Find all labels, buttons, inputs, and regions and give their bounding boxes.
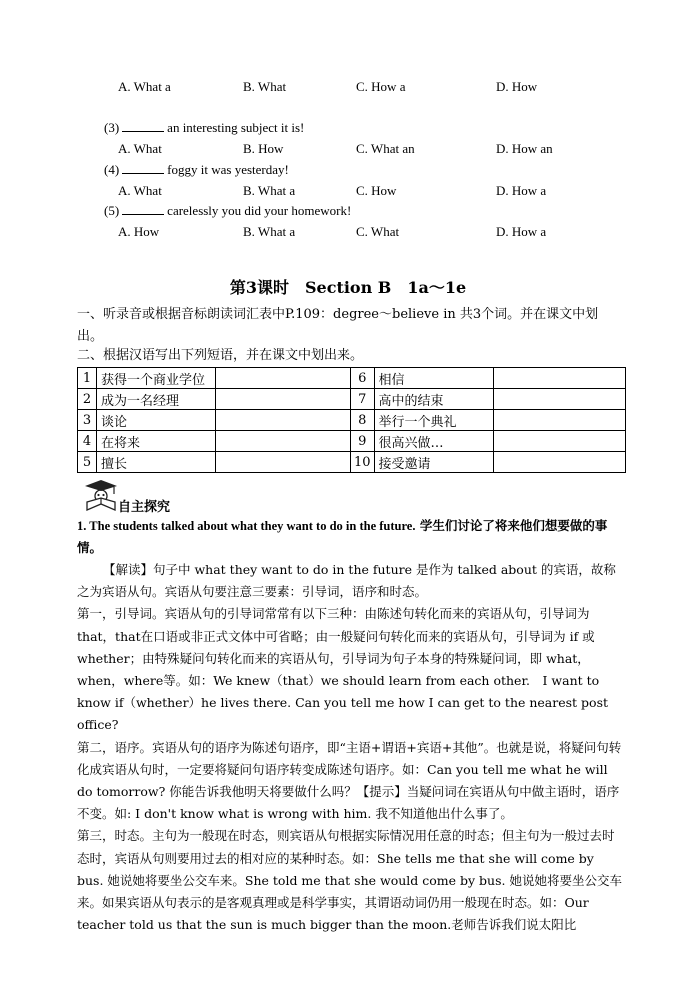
cell-answer[interactable] [216,410,351,431]
paragraph-first: 第一，引导词。宾语从句的引导词常常有以下三种：由陈述句转化而来的宾语从句，引导词为 that，that在口语或非正式文体中可省略；由一般疑问句转化而来的宾语从句，引导词为 if 或 whether；由特殊疑问句转化而来的宾语从句，引导词为句子本身的特殊疑问词，即 what，when，where等。如：We knew（that）we should learn from each other. I want to know if（whether）he lives there. Can you tell me how I can get to the nearest post office? [77,606,609,733]
cell-number: 1 [78,368,97,389]
paragraph-third: 第三，时态。主句为一般现在时态，则宾语从句根据实际情况用任意的时态；但主句为一般过去时态时，宾语从句则要用过去的相对应的某种时态。如：She tells me that she will come by bus. 她说她将要坐公交车来。She told me that she would come by bus. 她说她将要坐公交车来。如果宾语从句表示的是客观真理或是科学事实，其谓语动词仍用一般现在时态。如：Our teacher told us that the sun is much bigger than the moon.老师告诉我们说太阳比 [77,828,622,933]
explore-label: 自主探究 [118,500,171,515]
cell-number: 8 [351,410,375,431]
option-c: C. How a [356,79,406,94]
question-4 [104,162,289,178]
cell-number: 5 [78,452,97,473]
cell-number: 9 [351,431,375,452]
option-c: C. What an [356,141,415,156]
cell-number: 6 [351,368,375,389]
option-d: D. How an [496,141,553,156]
cell-chinese: 擅长 [97,452,216,473]
option-c: C. How [356,183,397,198]
student-reading-icon [83,478,119,516]
option-b: B. How [243,141,284,156]
question-text: carelessly you did your homework! [167,203,352,218]
question-3 [104,120,304,136]
cell-chinese: 很高兴做… [374,431,493,452]
answer-blank [122,162,164,174]
cell-chinese: 在将来 [97,431,216,452]
question-text: foggy it was yesterday! [167,162,289,177]
cell-chinese: 高中的结束 [374,389,493,410]
option-d: D. How a [496,224,547,239]
cell-answer[interactable] [493,410,625,431]
cell-chinese: 成为一名经理 [97,389,216,410]
table-row [78,431,626,452]
option-c: C. What [356,224,400,239]
option-b: B. What a [243,224,296,239]
question-number: (3) [104,120,120,135]
table-row [78,389,626,410]
option-a: A. What [118,183,162,198]
vocab-table [77,367,626,473]
answer-blank [122,203,164,215]
option-b: B. What [243,79,287,94]
cell-answer[interactable] [493,452,625,473]
task-2: 二、根据汉语写出下列短语，并在课文中划出来。 [77,348,364,363]
option-d: D. How [496,79,538,94]
cell-answer[interactable] [493,368,625,389]
task-1: 一、听录音或根据音标朗读词汇表中P.109：degree～believe in 共3个词。并在课文中划出。 [77,307,599,344]
cell-chinese: 举行一个典礼 [374,410,493,431]
cell-answer[interactable] [216,431,351,452]
paragraph-second: 第二，语序。宾语从句的语序为陈述句语序，即“主语+谓语+宾语+其他”。也就是说，将疑问句转化成宾语从句时，一定要将疑问句语序转变成陈述句语序。如：Can you tell me what he will do tomorrow? 你能告诉我他明天将要做什么吗？【提示】当疑问词在宾语从句中做主语时，语序不变。如: I don't know what is wrong with him. 我不知道他出什么事了。 [77,739,622,822]
option-a: A. What [118,141,162,156]
section-title: 第3课时 Section B 1a～1e [229,278,467,297]
option-d: D. How a [496,183,547,198]
cell-chinese: 相信 [374,368,493,389]
cell-chinese: 接受邀请 [374,452,493,473]
option-a: A. What a [118,79,171,94]
cell-answer[interactable] [493,431,625,452]
point-1-english: 1. The students talked about what they want to do in the future. [77,519,416,533]
question-5 [104,203,351,219]
cell-answer[interactable] [216,389,351,410]
cell-chinese: 谈论 [97,410,216,431]
option-a: A. How [118,224,160,239]
point-1-chinese: 学生们讨论了将来他们想要做的事情。 [77,518,608,556]
table-row [78,452,626,473]
cell-number: 2 [78,389,97,410]
cell-answer[interactable] [216,368,351,389]
table-row [78,410,626,431]
cell-answer[interactable] [493,389,625,410]
cell-number: 3 [78,410,97,431]
cell-number: 10 [351,452,375,473]
cell-number: 7 [351,389,375,410]
question-text: an interesting subject it is! [167,120,305,135]
cell-chinese: 获得一个商业学位 [97,368,216,389]
point-1-heading [77,515,622,559]
question-number: (5) [104,203,120,218]
answer-blank [122,120,164,132]
option-b: B. What a [243,183,296,198]
question-number: (4) [104,162,120,177]
paragraph-intro: 【解读】句子中 what they want to do in the future 是作为 talked about 的宾语，故称之为宾语从句。宾语从句要注意三要素：引导词，语序和时态。 [77,562,616,600]
table-row [78,368,626,389]
cell-answer[interactable] [216,452,351,473]
explanation-body [77,559,622,936]
cell-number: 4 [78,431,97,452]
